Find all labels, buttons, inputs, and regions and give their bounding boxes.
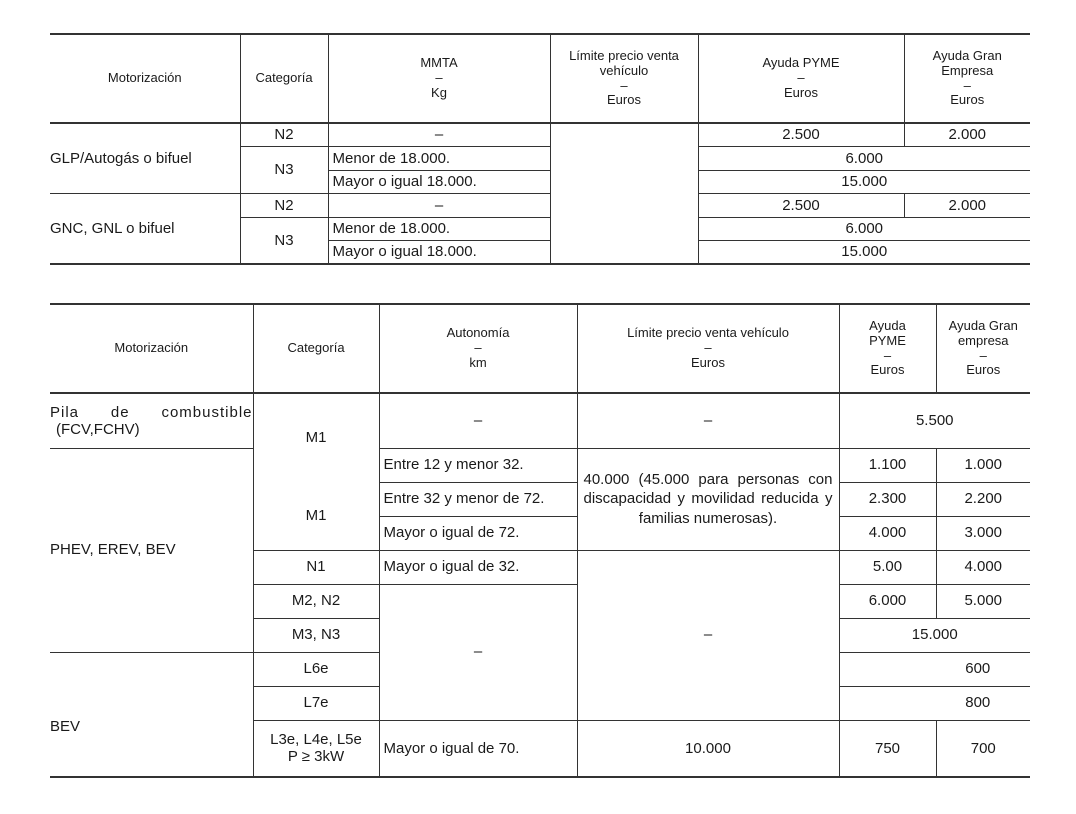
ayuda-gran-cell: 700 [936,720,1030,777]
ayuda-gran-cell: 4.000 [936,550,1030,584]
ayuda-merged-cell: 15.000 [839,618,1030,652]
pila-label: Pila de combustible [50,403,253,421]
ayuda-merged-cell: 5.500 [839,393,1030,448]
autonomia-cell: – [379,393,577,448]
autonomia-cell: Mayor o igual de 70. [379,720,577,777]
categoria-cell: N2 [240,194,328,218]
limite-cell: – [577,550,839,720]
categoria-cell: N1 [253,550,379,584]
ayuda-pyme-cell: 6.000 [839,584,936,618]
ayuda-gran-cell: 3.000 [936,516,1030,550]
header-mmta: MMTA – Kg [328,34,550,123]
ayuda-merged-cell: 600 [839,652,1030,686]
ayuda-pyme-cell: 2.500 [698,123,904,147]
ayuda-gran-cell: 5.000 [936,584,1030,618]
mmta-cell: Mayor o igual 18.000. [328,170,550,194]
categoria-cell: N3 [240,217,328,264]
mmta-cell: Menor de 18.000. [328,217,550,241]
autonomia-cell: – [379,584,577,720]
limite-cell: – [577,393,839,448]
ayuda-pyme-cell: 4.000 [839,516,936,550]
ayuda-merged-cell: 15.000 [698,170,1030,194]
motorizacion-glp: GLP/Autogás o bifuel [50,123,240,194]
autonomia-cell: Entre 32 y menor de 72. [379,482,577,516]
mmta-cell: – [328,123,550,147]
ayuda-gran-cell: 2.200 [936,482,1030,516]
categoria-cell: L6e [253,652,379,686]
categoria-cell: M1 [253,482,379,550]
header-ayuda-pyme: Ayuda PYME – Euros [839,304,936,393]
header-motorizacion: Motorización [50,34,240,123]
ayuda-gran-cell: 2.000 [904,123,1030,147]
categoria-cell: M1 [253,393,379,482]
categoria-cell: L3e, L4e, L5e P ≥ 3kW [253,720,379,777]
limite-cell: 10.000 [577,720,839,777]
ayuda-pyme-cell: 2.500 [698,194,904,218]
ayuda-pyme-cell: 2.300 [839,482,936,516]
categoria-cell: M2, N2 [253,584,379,618]
ayuda-gran-cell: 1.000 [936,448,1030,482]
categoria-cell: L7e [253,686,379,720]
electric-aid-table [50,303,1030,778]
mmta-cell: – [328,194,550,218]
ayuda-merged-cell: 6.000 [698,217,1030,241]
limite-precio-empty [550,123,698,264]
motorizacion-phev: PHEV, EREV, BEV [50,448,253,652]
motorizacion-bev: BEV [50,652,253,777]
categoria-cell: N2 [240,123,328,147]
categoria-cell: M3, N3 [253,618,379,652]
ayuda-merged-cell: 15.000 [698,241,1030,265]
header-motorizacion: Motorización [50,304,253,393]
ayuda-merged-cell: 800 [839,686,1030,720]
ayuda-pyme-cell: 5.00 [839,550,936,584]
header-limite-precio: Límite precio venta vehículo – Euros [550,34,698,123]
motorizacion-gnc: GNC, GNL o bifuel [50,194,240,265]
mmta-cell: Mayor o igual 18.000. [328,241,550,265]
header-ayuda-gran-empresa: Ayuda Gran Empresa – Euros [904,34,1030,123]
ayuda-pyme-cell: 1.100 [839,448,936,482]
autonomia-cell: Mayor o igual de 72. [379,516,577,550]
categoria-cell: N3 [240,147,328,194]
pila-sublabel: (FCV,FCHV) [56,420,140,438]
ayuda-merged-cell: 6.000 [698,147,1030,171]
ayuda-pyme-cell: 750 [839,720,936,777]
autonomia-cell: Entre 12 y menor 32. [379,448,577,482]
header-categoria: Categoría [253,304,379,393]
header-ayuda-pyme: Ayuda PYME – Euros [698,34,904,123]
autonomia-cell: Mayor o igual de 32. [379,550,577,584]
limite-cell: 40.000 (45.000 para personas con discapacidad y movilidad reducida y familias numerosas). [577,448,839,550]
ayuda-gran-cell: 2.000 [904,194,1030,218]
header-ayuda-gran-empresa: Ayuda Gran empresa – Euros [936,304,1030,393]
mmta-cell: Menor de 18.000. [328,147,550,171]
header-limite-precio: Límite precio venta vehículo – Euros [577,304,839,393]
motorizacion-pila [50,393,253,448]
fuel-aid-table [50,33,1030,265]
header-autonomia: Autonomía – km [379,304,577,393]
header-categoria: Categoría [240,34,328,123]
